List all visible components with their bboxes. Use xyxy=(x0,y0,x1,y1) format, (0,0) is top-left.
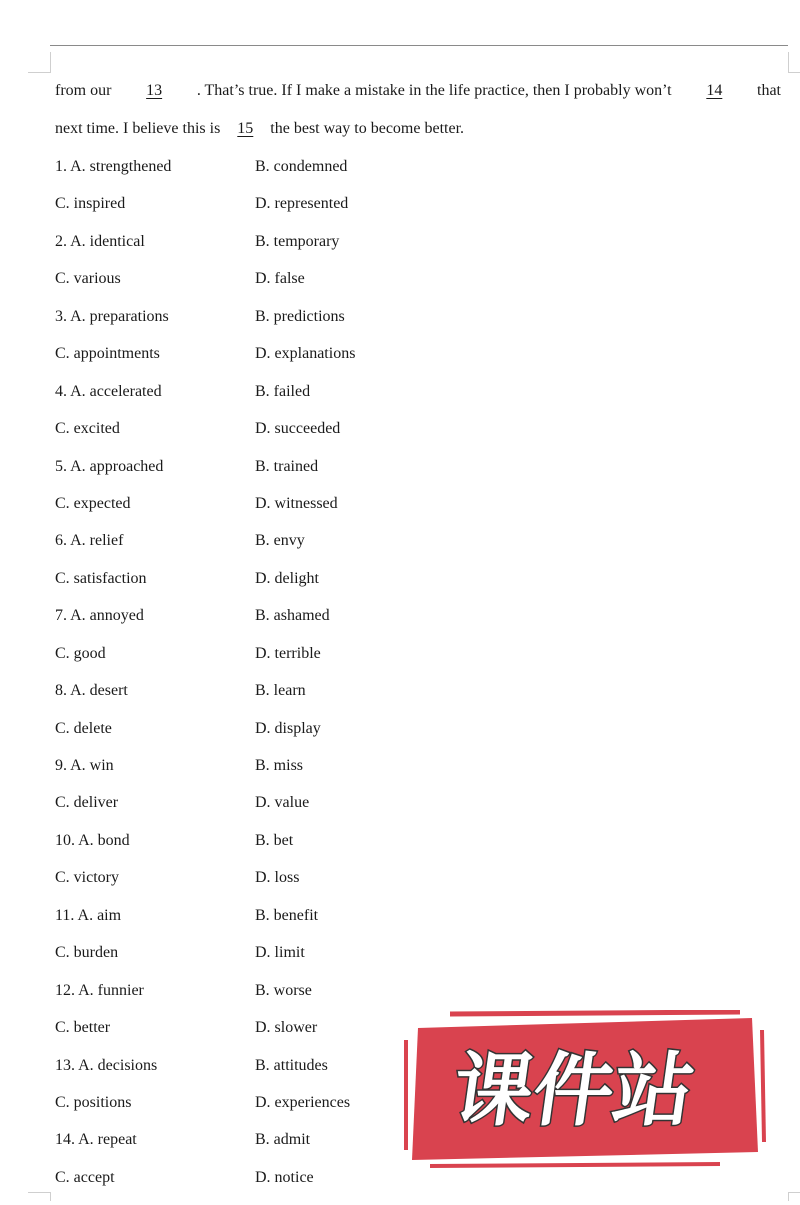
option-b: B. attitudes xyxy=(255,1056,328,1074)
option-d: D. represented xyxy=(255,195,349,213)
option-d: D. notice xyxy=(255,1168,314,1186)
option-c: C. good xyxy=(55,644,106,662)
watermark-stamp xyxy=(400,1010,770,1170)
option-d: D. value xyxy=(255,794,310,812)
option-d: D. explanations xyxy=(255,345,356,363)
option-c: C. appointments xyxy=(55,345,160,363)
option-b: B. trained xyxy=(255,457,319,475)
watermark-brush-stroke xyxy=(430,1164,720,1166)
option-b: B. envy xyxy=(255,532,305,550)
option-a: 12. A. funnier xyxy=(55,981,144,999)
question-row xyxy=(55,307,755,344)
option-d: D. delight xyxy=(255,569,319,587)
option-b: B. admit xyxy=(255,1131,311,1149)
option-c: C. deliver xyxy=(55,794,119,812)
watermark-brush-stroke xyxy=(450,1012,740,1014)
question-row xyxy=(55,906,755,943)
question-row xyxy=(55,344,755,381)
option-c: C. victory xyxy=(55,869,119,887)
question-row xyxy=(55,756,755,793)
question-row xyxy=(55,494,755,531)
margin-corner-top-right xyxy=(788,52,800,73)
option-d: D. false xyxy=(255,270,305,288)
option-a: 13. A. decisions xyxy=(55,1056,158,1074)
option-c: C. satisfaction xyxy=(55,569,147,587)
passage-text: that xyxy=(757,82,781,99)
option-c: C. various xyxy=(55,270,121,288)
option-d: D. slower xyxy=(255,1019,318,1037)
option-d: D. terrible xyxy=(255,644,321,662)
option-a: 6. A. relief xyxy=(55,532,124,550)
option-c: C. delete xyxy=(55,719,112,737)
watermark-text: 课件站 xyxy=(447,1043,701,1137)
option-c: C. positions xyxy=(55,1093,132,1111)
question-row xyxy=(55,606,755,643)
question-row xyxy=(55,382,755,419)
question-row xyxy=(55,269,755,306)
option-b: B. predictions xyxy=(255,307,345,325)
option-d: D. succeeded xyxy=(255,420,341,438)
question-row xyxy=(55,1168,755,1205)
option-a: 1. A. strengthened xyxy=(55,158,172,175)
option-a: 2. A. identical xyxy=(55,232,145,250)
option-b: B. condemned xyxy=(255,158,348,175)
question-row xyxy=(55,194,755,231)
option-d: D. display xyxy=(255,719,321,737)
question-row xyxy=(55,943,755,980)
question-row xyxy=(55,719,755,756)
passage-line-1 xyxy=(55,82,781,100)
option-d: D. experiences xyxy=(255,1093,351,1111)
option-c: C. expected xyxy=(55,494,131,512)
blank-13: 13 xyxy=(146,82,163,99)
option-d: D. loss xyxy=(255,869,300,887)
question-row xyxy=(55,232,755,269)
option-c: C. inspired xyxy=(55,195,126,213)
option-d: D. witnessed xyxy=(255,494,338,512)
option-a: 14. A. repeat xyxy=(55,1131,137,1149)
question-row xyxy=(55,681,755,718)
option-c: C. accept xyxy=(55,1168,115,1186)
watermark-brush-stroke xyxy=(762,1030,764,1142)
question-row xyxy=(55,793,755,830)
question-row xyxy=(55,868,755,905)
option-d: D. limit xyxy=(255,944,305,962)
passage-text: next time. I believe this is xyxy=(55,120,221,137)
blank-15: 15 xyxy=(237,120,254,137)
question-row xyxy=(55,644,755,681)
option-c: C. burden xyxy=(55,944,119,962)
option-a: 3. A. preparations xyxy=(55,307,169,325)
option-a: 4. A. accelerated xyxy=(55,382,162,400)
option-a: 10. A. bond xyxy=(55,831,130,849)
option-b: B. miss xyxy=(255,757,304,774)
option-b: B. learn xyxy=(255,682,306,700)
question-row xyxy=(55,831,755,868)
question-row xyxy=(55,419,755,456)
option-b: B. worse xyxy=(255,981,312,999)
option-a: 8. A. desert xyxy=(55,682,128,700)
option-c: C. better xyxy=(55,1019,111,1037)
option-a: 11. A. aim xyxy=(55,906,122,924)
passage-text: from our xyxy=(55,82,112,99)
question-row xyxy=(55,569,755,606)
option-b: B. ashamed xyxy=(255,607,330,625)
option-a: 9. A. win xyxy=(55,757,114,774)
option-c: C. excited xyxy=(55,420,120,438)
option-b: B. bet xyxy=(255,831,294,849)
passage-line-2 xyxy=(55,120,464,138)
margin-corner-top-left xyxy=(28,52,51,73)
header-rule xyxy=(50,45,788,46)
blank-14: 14 xyxy=(706,82,723,99)
option-b: B. benefit xyxy=(255,906,319,924)
passage-text: . That’s true. If I make a mistake in the life practice, then I probably won’t xyxy=(196,82,672,99)
question-row xyxy=(55,457,755,494)
option-b: B. failed xyxy=(255,382,311,400)
question-row xyxy=(55,531,755,568)
passage-text: the best way to become better. xyxy=(270,120,465,137)
option-a: 5. A. approached xyxy=(55,457,164,475)
option-b: B. temporary xyxy=(255,232,340,250)
question-row xyxy=(55,157,755,194)
option-a: 7. A. annoyed xyxy=(55,607,144,625)
